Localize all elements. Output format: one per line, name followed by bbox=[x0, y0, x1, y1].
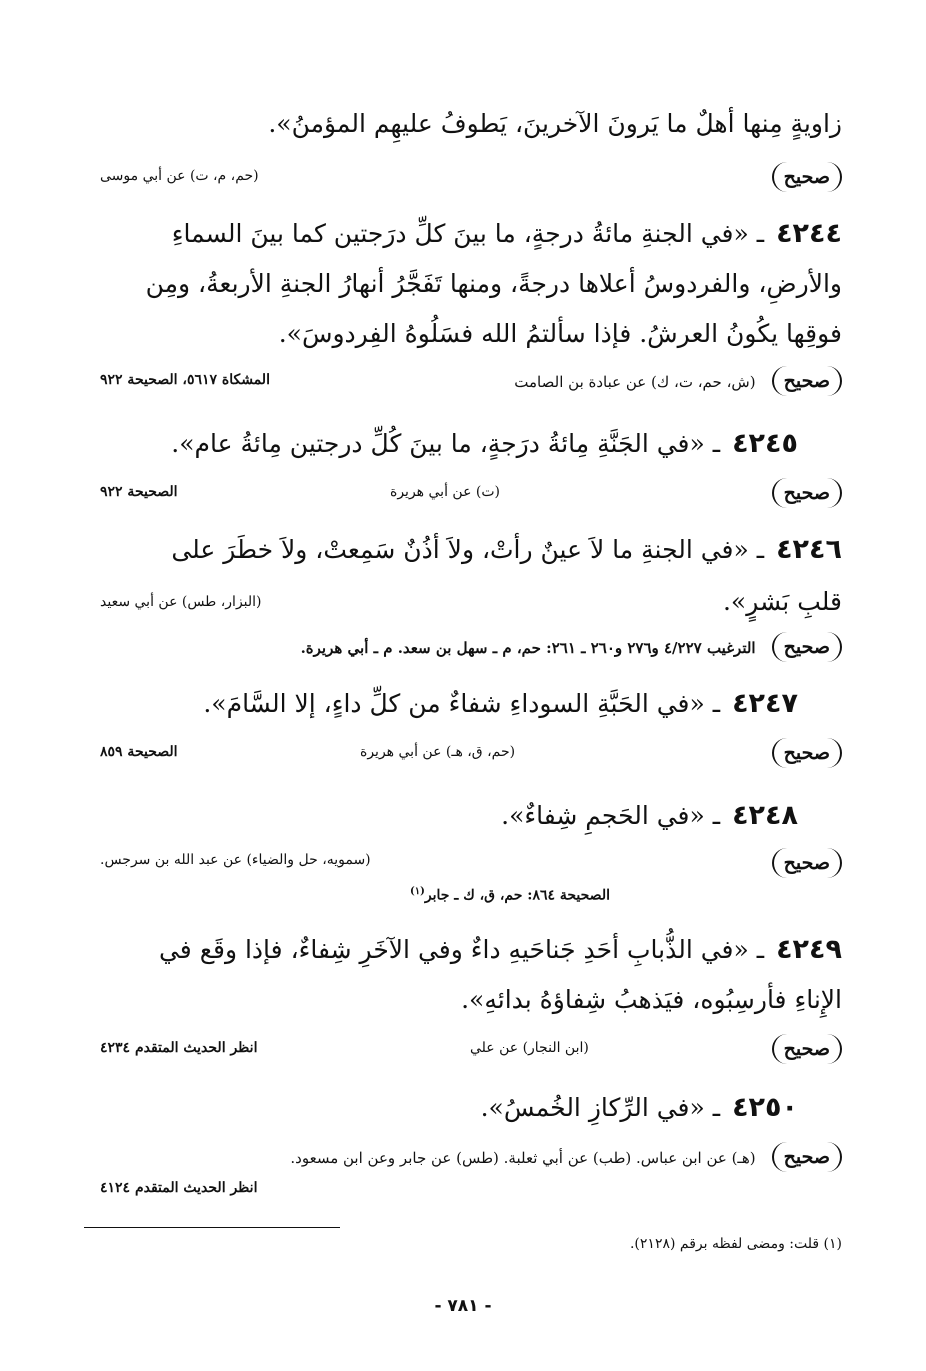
hadith-text: ـ «في الرِّكازِ الخُمسُ». bbox=[480, 1093, 721, 1122]
hadith-text: ـ «في الجَنَّةِ مِائةُ درَجةٍ، ما بينَ كُلِّ درجتين مِائةُ عام». bbox=[171, 429, 721, 458]
grade-tag: صحيح bbox=[772, 162, 842, 192]
reference: الترغيب ٤/٢٢٧ و٢٧٦ و٢٦٠ ـ ٢٦١: حم، م ـ سهل بن سعد. م ـ أبي هريرة. bbox=[300, 639, 756, 657]
hadith-4246-line1 bbox=[82, 530, 842, 570]
hadith-text: ـ «في الحَبَّةِ السوداءِ شفاءٌ من كلِّ داءٍ، إلا السَّامَ». bbox=[203, 689, 721, 718]
grade-tag: صحيح bbox=[772, 848, 842, 878]
hadith-4244-line3: فوقِها يكُونُ العرشُ. فإذا سألتمُ الله فسَلُوهُ الفِردوسَ». bbox=[278, 319, 842, 348]
hadith-number: ٤٢٤٨ bbox=[732, 800, 798, 831]
source-citation: (حم، ق، هـ) عن أبي هريرة bbox=[360, 744, 516, 760]
footnote-marker: (١) bbox=[410, 886, 425, 897]
page-number: - ٧٨١ - bbox=[434, 1296, 492, 1316]
source-citation: (البزار، طس) عن أبي سعيد bbox=[100, 594, 262, 610]
grade-tag: صحيح bbox=[772, 1142, 842, 1172]
grade-tag: صحيح bbox=[772, 1034, 842, 1064]
grade-tag: صحيح bbox=[772, 632, 842, 662]
source-citation: (هـ) عن ابن عباس. (طب) عن أبي ثعلبة. (طس) عن جابر وعن ابن مسعود. bbox=[290, 1149, 756, 1167]
hadith-number: ٤٢٤٧ bbox=[732, 688, 798, 719]
grade-row bbox=[82, 632, 842, 662]
hadith-4249-line2: الإِناءِ فأرسِبُوه، فيَذهبُ شِفاؤهُ بدائهِ». bbox=[461, 985, 842, 1014]
hadith-text: ـ «في الجنةِ ما لاَ عينٌ رأتْ، ولاَ أذُنٌ سَمِعتْ، ولاَ خطَرَ على bbox=[171, 535, 765, 564]
reference-text: الصحيحة ٨٦٤: حم، ق، ك ـ جابر bbox=[424, 887, 610, 904]
reference: المشكاة ٥٦١٧، الصحيحة ٩٢٢ bbox=[100, 372, 270, 388]
hadith-4249-line1 bbox=[82, 930, 842, 970]
hadith-number: ٤٢٤٥ bbox=[732, 428, 798, 459]
reference: الصحيحة ٨٥٩ bbox=[100, 744, 178, 760]
source-citation: (سمويه، حل والضياء) عن عبد الله بن سرجس. bbox=[100, 852, 371, 868]
reference: انظر الحديث المتقدم ٤٢٣٤ bbox=[100, 1040, 258, 1056]
hadith-4247-line1 bbox=[38, 684, 798, 724]
grade-tag: صحيح bbox=[772, 738, 842, 768]
footnote: (١) قلت: ومضى لفظه برقم (٢١٢٨). bbox=[629, 1236, 842, 1252]
hadith-4245-line1 bbox=[38, 424, 798, 464]
hadith-4248-line1 bbox=[38, 796, 798, 836]
hadith-number: ٤٢٤٤ bbox=[776, 218, 842, 249]
footnote-divider bbox=[84, 1227, 340, 1228]
hadith-number: ٤٢٤٦ bbox=[776, 534, 842, 565]
hadith-text: ـ «في الحَجمِ شِفاءٌ». bbox=[501, 801, 721, 830]
source-citation: (ش، حم، ت، ك) عن عبادة بن الصامت bbox=[514, 373, 756, 391]
grade-tag: صحيح bbox=[772, 366, 842, 396]
source-citation: (حم، م، ت) عن أبي موسى bbox=[100, 168, 259, 184]
reference: الصحيحة ٩٢٢ bbox=[100, 484, 178, 500]
grade-tag: صحيح bbox=[772, 478, 842, 508]
reference bbox=[410, 886, 610, 904]
grade-row bbox=[82, 1142, 842, 1172]
reference: انظر الحديث المتقدم ٤١٢٤ bbox=[100, 1180, 258, 1196]
hadith-text: ـ «في الذُّبابِ أحَدِ جَناحَيهِ داءٌ وفي الآخَرِ شِفاءٌ، فإذا وقَع في bbox=[158, 935, 765, 964]
hadith-number: ٤٢٥٠ bbox=[732, 1092, 798, 1123]
source-citation: (ابن النجار) عن علي bbox=[470, 1040, 589, 1056]
hadith-4244-line2: والأرضِ، والفردوسُ أعلاها درجةً، ومنها تَفَجَّرُ أنهارُ الجنةِ الأربعةُ، ومِن bbox=[145, 269, 842, 298]
hadith-number: ٤٢٤٩ bbox=[776, 934, 842, 965]
hadith-4244-line1 bbox=[82, 214, 842, 254]
source-citation: (ت) عن أبي هريرة bbox=[390, 484, 500, 500]
hadith-text-line: زاويةٍ مِنها أهلٌ ما يَرونَ الآخرينَ، يَطوفُ عليهِم المؤمنُ». bbox=[268, 109, 842, 138]
hadith-text: ـ «في الجنةِ مائةُ درجةٍ، ما بينَ كلِّ درَجتين كما بينَ السماءِ bbox=[171, 219, 765, 248]
hadith-4250-line1 bbox=[38, 1088, 798, 1128]
hadith-4246-line2: قلبِ بَشرٍ». bbox=[722, 587, 842, 616]
